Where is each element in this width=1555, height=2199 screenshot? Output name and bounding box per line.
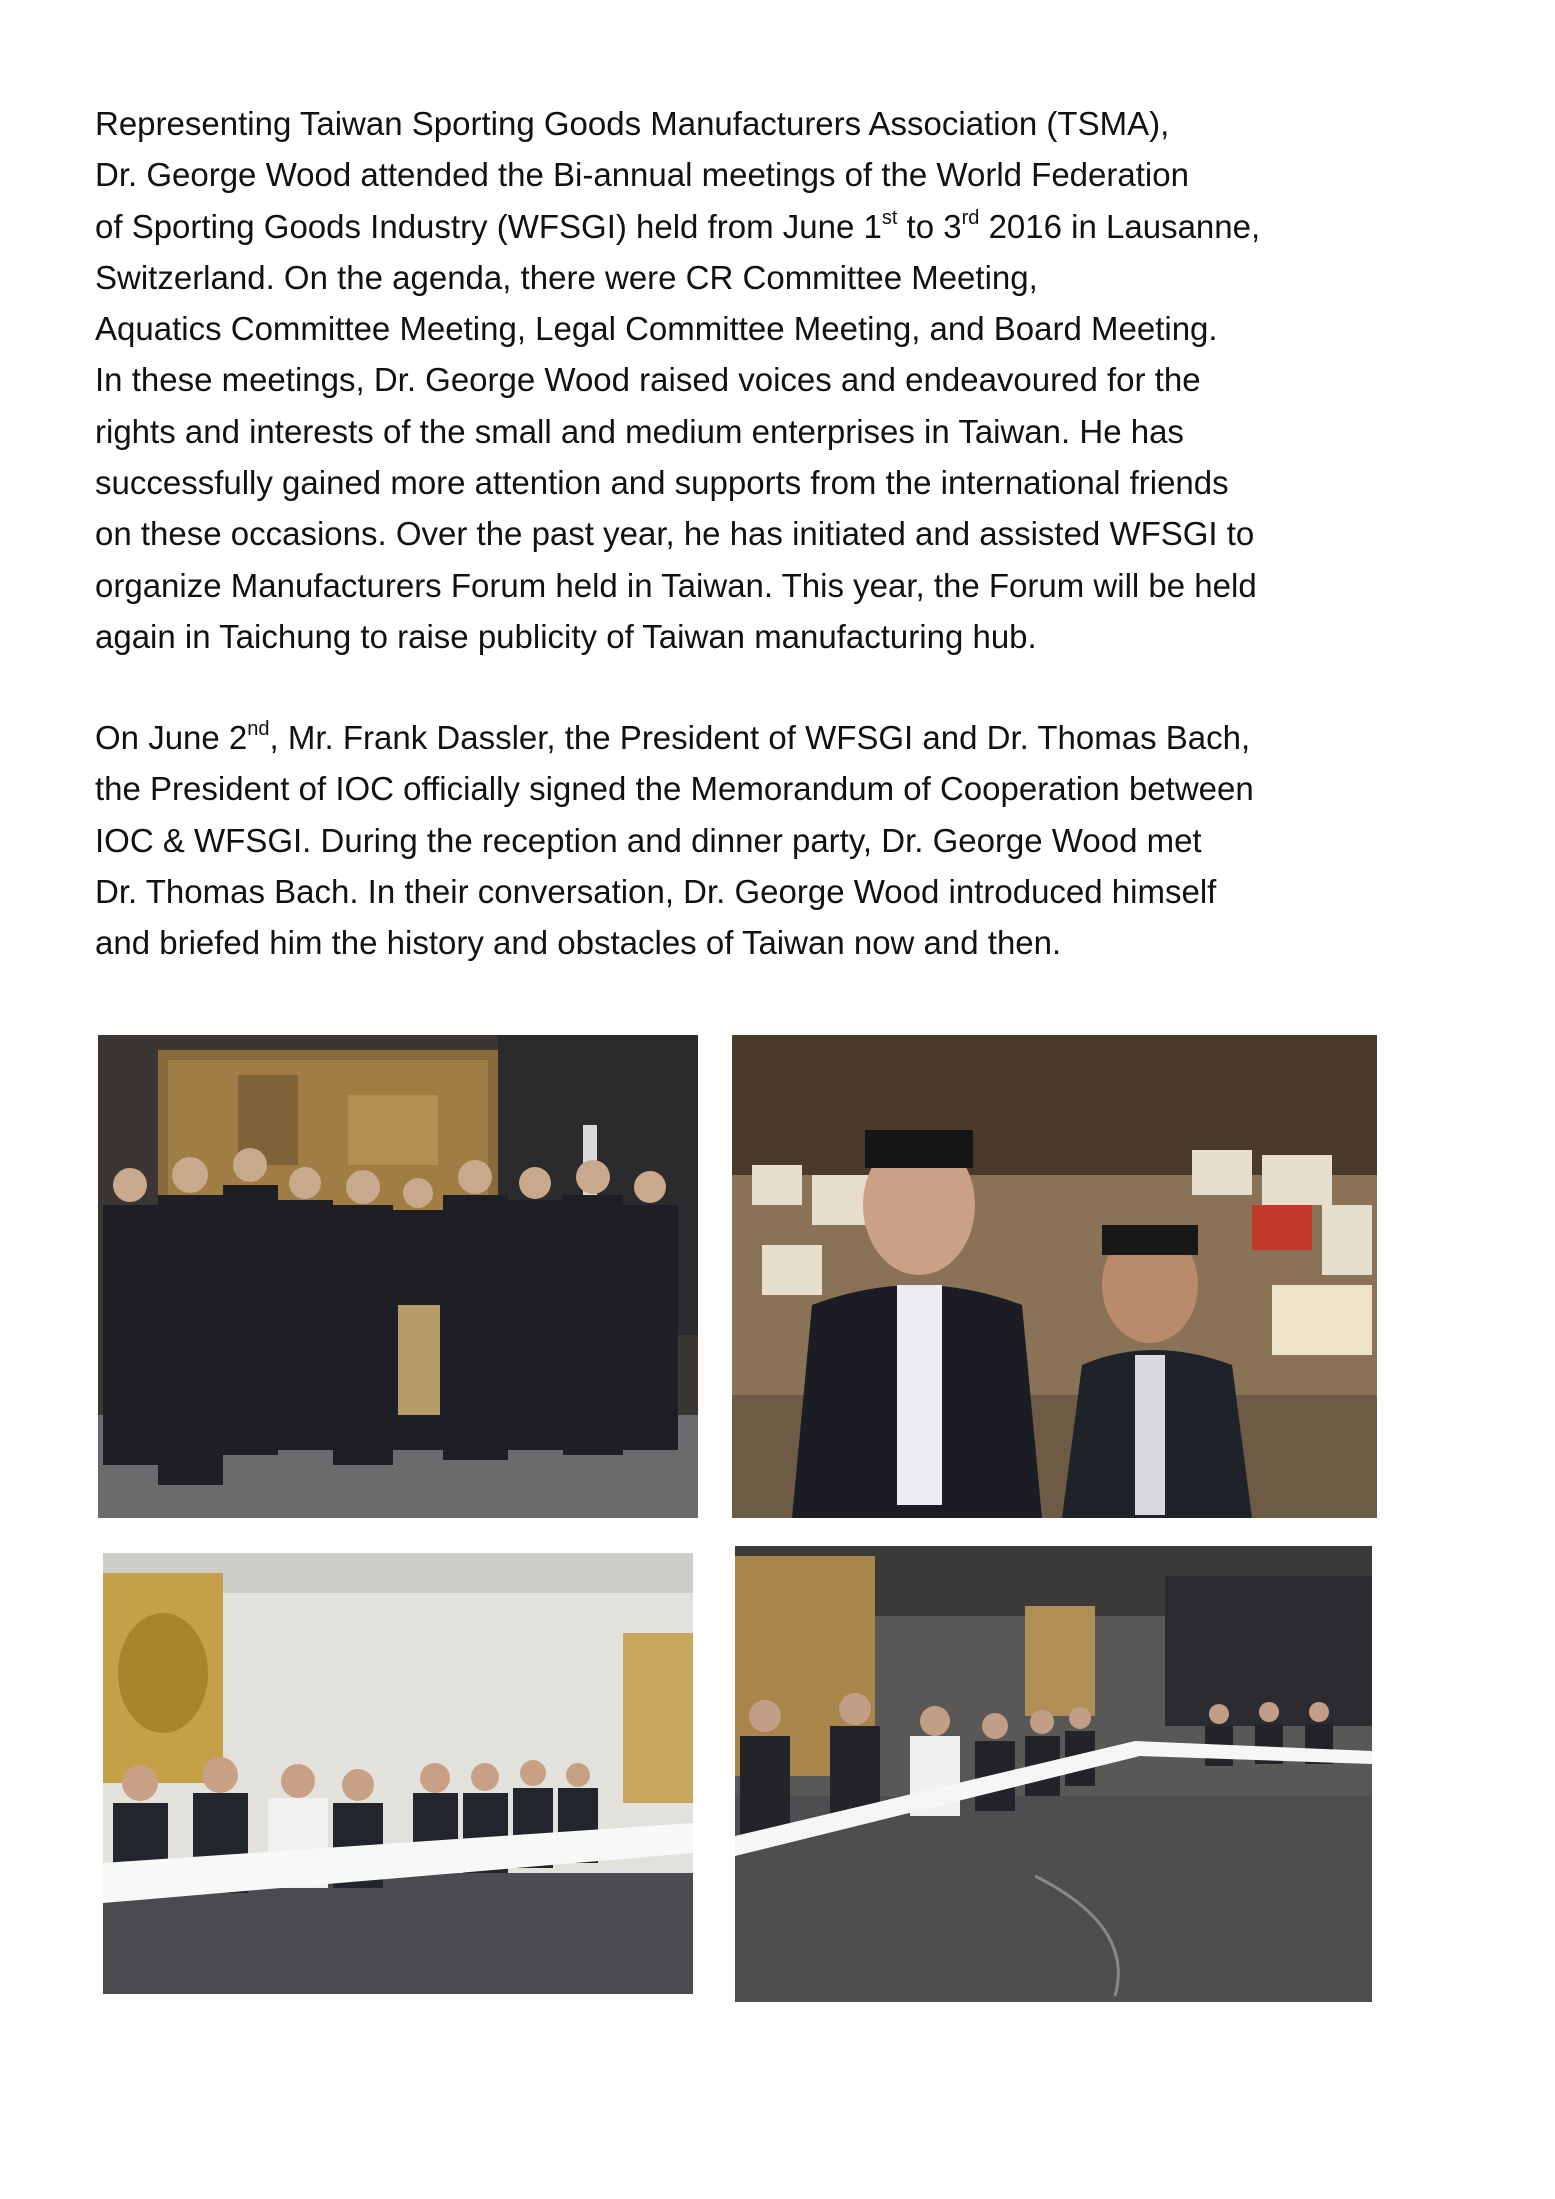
- two-men-portrait-icon: [732, 1035, 1377, 1518]
- paragraph1-line: [95, 406, 1495, 457]
- text-run: In these meetings, Dr. George Wood raised voices and endeavoured for the: [95, 361, 1201, 399]
- paragraph2-line: [95, 815, 1495, 866]
- text-run: of Sporting Goods Industry (WFSGI) held from June 1: [95, 207, 882, 245]
- text-run: organize Manufacturers Forum held in Taiwan. This year, the Forum will be held: [95, 566, 1257, 604]
- text-run: Dr. Thomas Bach. In their conversation, Dr. George Wood introduced himself: [95, 872, 1217, 910]
- paragraph-tsma-meetings: [95, 98, 1495, 662]
- paragraph1-line: [95, 457, 1495, 508]
- text-run: , Mr. Frank Dassler, the President of WFSGI and Dr. Thomas Bach,: [269, 719, 1251, 756]
- text-run: successfully gained more attention and supports from the international friends: [95, 464, 1229, 502]
- paragraph1-line: [95, 508, 1495, 559]
- text-run: IOC & WFSGI. During the reception and dinner party, Dr. George Wood met: [95, 821, 1202, 859]
- text-run: again in Taichung to raise publicity of Taiwan manufacturing hub.: [95, 617, 1037, 655]
- text-run: Dr. George Wood attended the Bi-annual meetings of the World Federation: [95, 156, 1189, 194]
- superscript: rd: [961, 206, 980, 229]
- text-run: Switzerland. On the agenda, there were CR Committee Meeting,: [95, 258, 1038, 296]
- paragraph1-line: [95, 354, 1495, 405]
- paragraph2-line: [95, 917, 1495, 968]
- text-run: Representing Taiwan Sporting Goods Manufacturers Association (TSMA),: [95, 105, 1170, 142]
- paragraph2-line: [95, 712, 1495, 763]
- meeting-room-icon: [103, 1553, 693, 1994]
- superscript: nd: [247, 718, 270, 740]
- text-run: rights and interests of the small and medium enterprises in Taiwan. He has: [95, 412, 1184, 450]
- paragraph2-line: [95, 763, 1495, 814]
- text-run: the President of IOC officially signed the Memorandum of Cooperation between: [95, 770, 1254, 808]
- paragraph-ioc-memorandum: [95, 712, 1495, 968]
- paragraph2-line: [95, 866, 1495, 917]
- paragraph1-line: [95, 560, 1495, 611]
- paragraph1-line: [95, 149, 1495, 200]
- paragraph1-line: [95, 201, 1495, 252]
- text-run: and briefed him the history and obstacles of Taiwan now and then.: [95, 924, 1062, 962]
- superscript: st: [881, 206, 898, 229]
- paragraph1-line: [95, 98, 1495, 149]
- text-run: 2016 in Lausanne,: [979, 207, 1261, 245]
- paragraph1-line: [95, 611, 1495, 662]
- text-run: to 3: [897, 207, 962, 245]
- text-run: Aquatics Committee Meeting, Legal Committee Meeting, and Board Meeting.: [95, 310, 1218, 348]
- meeting-room-wide-icon: [735, 1546, 1372, 2002]
- text-run: On June 2: [95, 719, 248, 756]
- text-run: on these occasions. Over the past year, he has initiated and assisted WFSGI to: [95, 515, 1255, 553]
- group-photo-icon: [98, 1035, 698, 1518]
- paragraph1-line: [95, 252, 1495, 303]
- paragraph1-line: [95, 303, 1495, 354]
